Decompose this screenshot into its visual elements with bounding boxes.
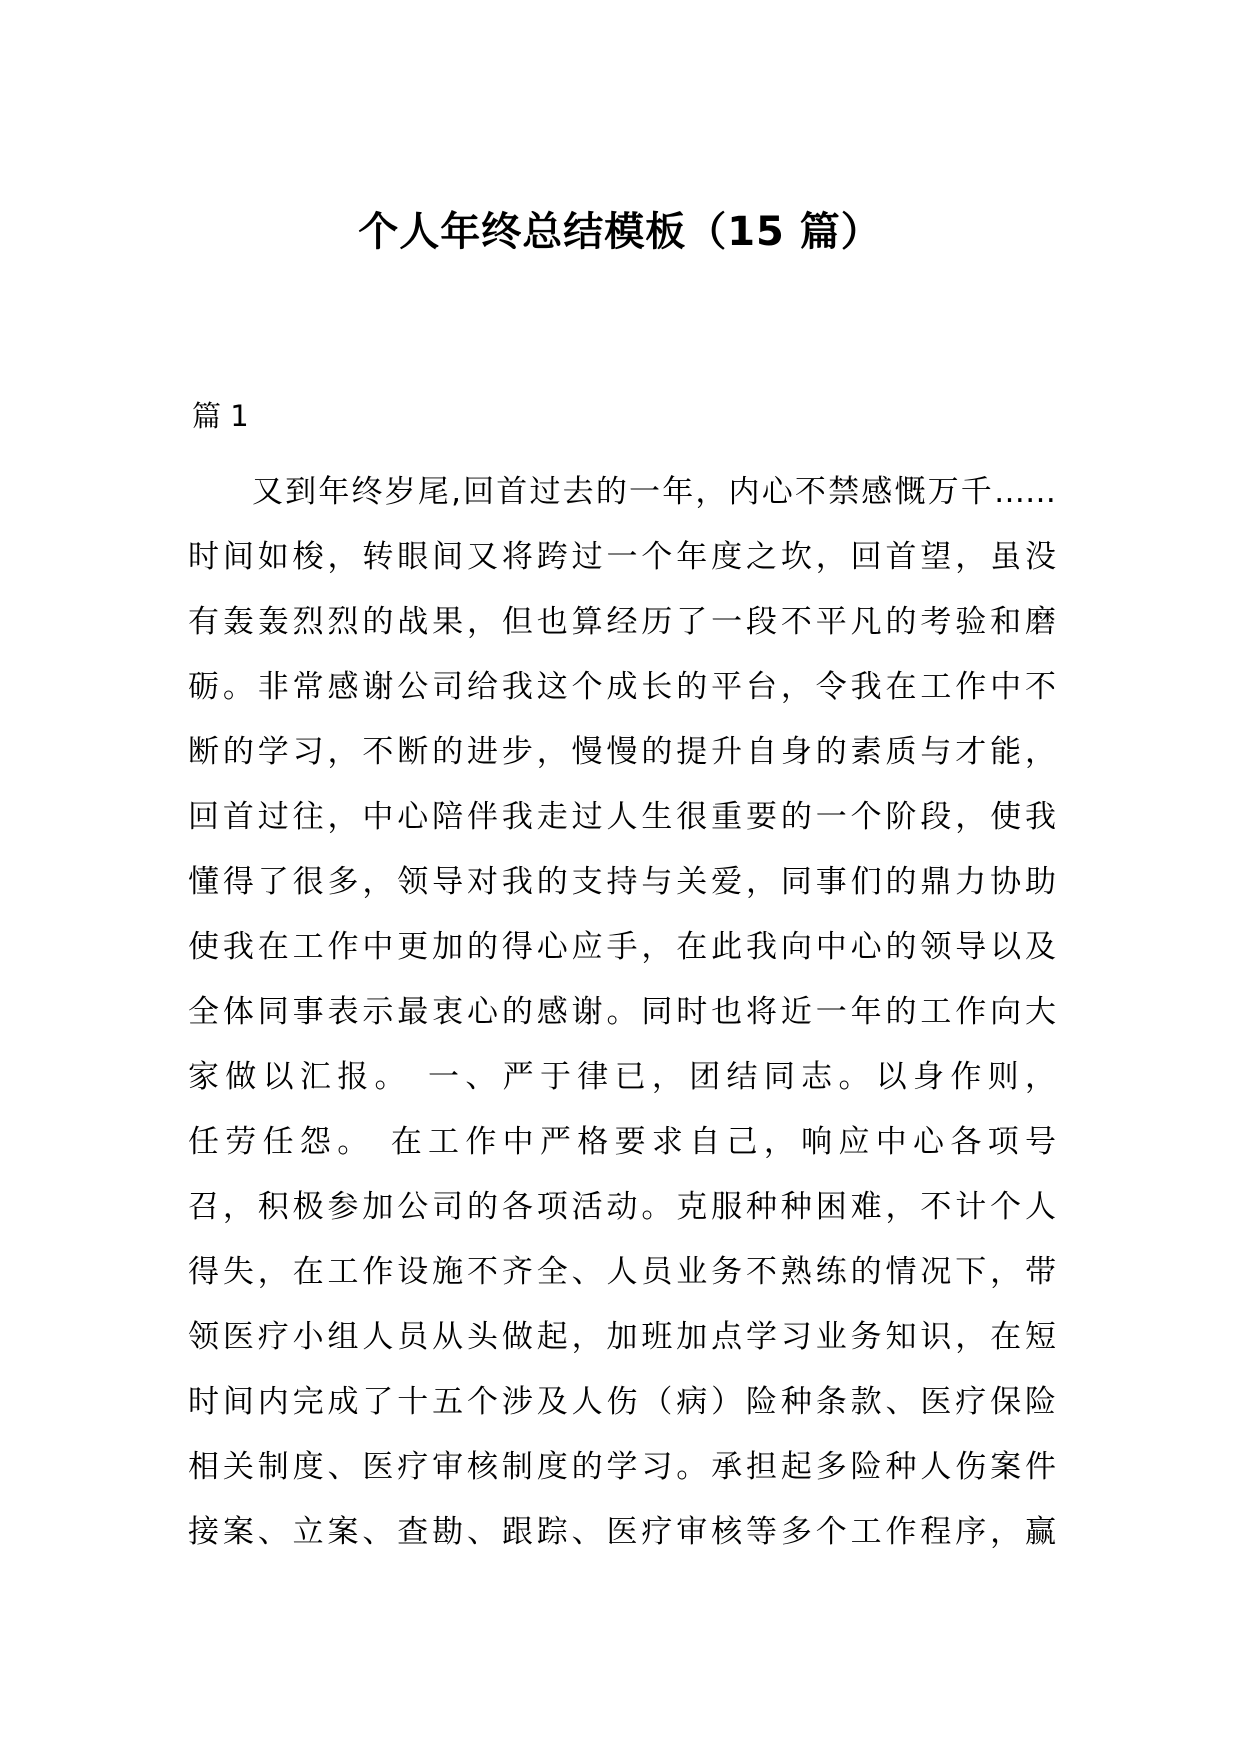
text-line: 接案、立案、查勘、跟踪、医疗审核等多个工作程序，赢 (188, 1514, 1056, 1550)
text-line: 有轰轰烈烈的战果，但也算经历了一段不平凡的考验和磨 (188, 604, 1056, 640)
text-line: 使我在工作中更加的得心应手，在此我向中心的领导以及 (188, 929, 1056, 965)
text-line: 得失，在工作设施不齐全、人员业务不熟练的情况下，带 (188, 1254, 1056, 1290)
text-line: 又到年终岁尾,回首过去的一年，内心不禁感慨万千…… (252, 474, 1056, 510)
text-line: 家做以汇报。 一、严于律已，团结同志。以身作则， (188, 1059, 1056, 1095)
body-paragraph (188, 460, 1056, 1565)
text-line: 时间如梭，转眼间又将跨过一个年度之坎，回首望，虽没 (188, 539, 1056, 575)
text-line: 任劳任怨。 在工作中严格要求自己，响应中心各项号 (188, 1124, 1056, 1160)
text-line: 砺。非常感谢公司给我这个成长的平台，令我在工作中不 (188, 669, 1056, 705)
text-line: 全体同事表示最衷心的感谢。同时也将近一年的工作向大 (188, 994, 1056, 1030)
text-line: 领医疗小组人员从头做起，加班加点学习业务知识，在短 (188, 1319, 1056, 1355)
section-heading: 篇 1 (192, 399, 249, 433)
text-line: 懂得了很多，领导对我的支持与关爱，同事们的鼎力协助 (188, 864, 1056, 900)
text-line: 断的学习，不断的进步，慢慢的提升自身的素质与才能， (188, 734, 1056, 770)
text-line: 回首过往，中心陪伴我走过人生很重要的一个阶段，使我 (188, 799, 1056, 835)
document-title: 个人年终总结模板（15 篇） (358, 209, 882, 255)
text-line: 时间内完成了十五个涉及人伤（病）险种条款、医疗保险 (188, 1384, 1056, 1420)
text-line: 召，积极参加公司的各项活动。克服种种困难，不计个人 (188, 1189, 1056, 1225)
text-line: 相关制度、医疗审核制度的学习。承担起多险种人伤案件 (188, 1449, 1056, 1485)
